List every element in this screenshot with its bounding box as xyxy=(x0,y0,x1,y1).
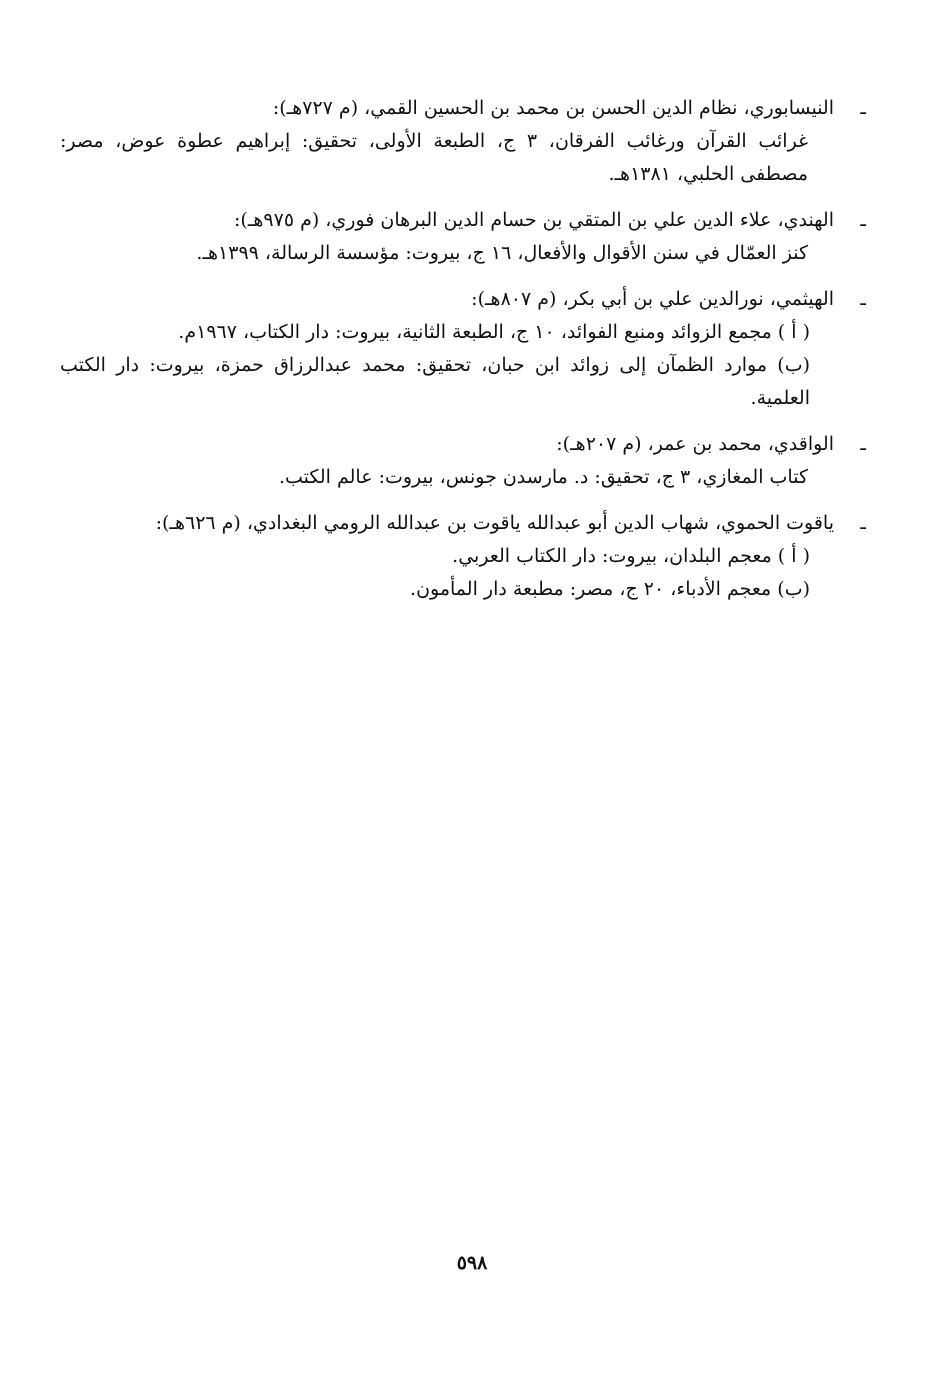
author-text: الهندي، علاء الدين علي بن المتقي بن حسام الدين البرهان فوري، (م ٩٧٥هـ): xyxy=(234,209,834,231)
bibliography-entry xyxy=(60,283,866,415)
entry-dash: ـ xyxy=(860,288,866,310)
entry-dash: ـ xyxy=(860,433,866,455)
bibliography-list xyxy=(60,92,866,619)
bibliography-entry xyxy=(60,428,866,494)
entry-author xyxy=(60,507,866,540)
entry-author xyxy=(60,204,866,237)
author-text: الواقدي، محمد بن عمر، (م ٢٠٧هـ): xyxy=(556,433,834,455)
entry-work: كتاب المغازي، ٣ ج، تحقيق: د. مارسدن جونس، بيروت: عالم الكتب. xyxy=(278,466,808,488)
author-text: الهيثمي، نورالدين علي بن أبي بكر، (م ٨٠٧هـ): xyxy=(471,288,834,310)
entry-work-b: (ب) معجم الأدباء، ٢٠ ج، مصر: مطبعة دار المأمون. xyxy=(410,578,810,600)
entry-author xyxy=(60,428,866,461)
entry-dash: ـ xyxy=(860,512,866,534)
entry-author xyxy=(60,283,866,316)
author-text: النيسابوري، نظام الدين الحسن بن محمد بن الحسين القمي، (م ٧٢٧هـ): xyxy=(272,97,834,119)
entry-work: غرائب القرآن ورغائب الفرقان، ٣ ج، الطبعة الأولى، تحقيق: إبراهيم عطوة عوض، مصر: مصطفى الحلبي، ١٣٨١هـ. xyxy=(60,130,809,185)
entry-work-a: ( أ ) معجم البلدان، بيروت: دار الكتاب العربي. xyxy=(452,545,810,567)
entry-author xyxy=(60,92,866,125)
entry-dash: ـ xyxy=(860,97,866,119)
entry-work: كنز العمّال في سنن الأقوال والأفعال، ١٦ ج، بيروت: مؤسسة الرسالة، ١٣٩٩هـ. xyxy=(196,242,808,264)
page-number: ٥٩٨ xyxy=(456,1252,488,1274)
author-text: ياقوت الحموي، شهاب الدين أبو عبدالله ياقوت بن عبدالله الرومي البغدادي، (م ٦٢٦هـ): xyxy=(155,512,834,534)
entry-work-a: ( أ ) مجمع الزوائد ومنبع الفوائد، ١٠ ج، الطبعة الثانية، بيروت: دار الكتاب، ١٩٦٧م. xyxy=(178,321,810,343)
entry-work-b: (ب) موارد الظمآن إلى زوائد ابن حبان، تحقيق: محمد عبدالرزاق حمزة، بيروت: دار الكتب العلمية. xyxy=(60,354,810,409)
bibliography-entry xyxy=(60,204,866,270)
bibliography-entry xyxy=(60,507,866,606)
bibliography-entry xyxy=(60,92,866,191)
entry-dash: ـ xyxy=(860,209,866,231)
